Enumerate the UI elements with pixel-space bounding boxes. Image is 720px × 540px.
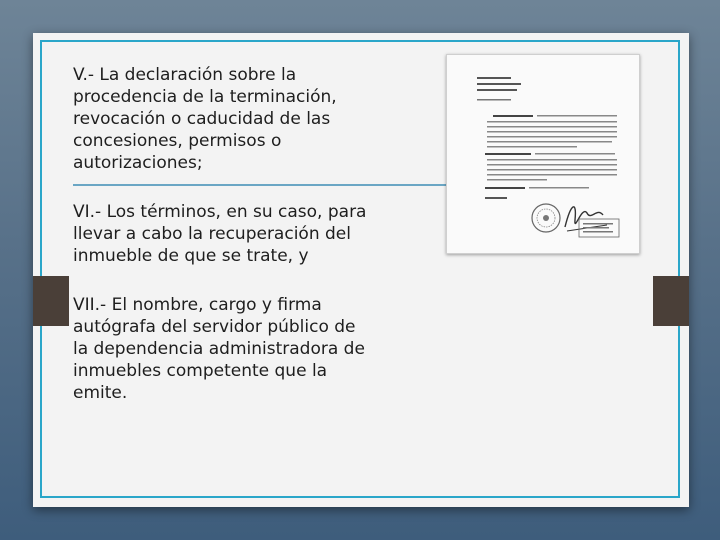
left-side-tab bbox=[33, 276, 69, 326]
paragraph-v: V.- La declaración sobre la procedencia de la terminación, revocación o caducidad de las concesiones, permisos o autorizaciones; bbox=[73, 65, 337, 173]
document-text-lines bbox=[447, 55, 639, 253]
paragraph-vii: VII.- El nombre, cargo y firma autógrafa del servidor público de la dependencia administradora de inmuebles competente que la emite. bbox=[73, 295, 365, 403]
divider-line bbox=[73, 184, 458, 186]
body-text bbox=[73, 64, 373, 431]
scanned-document-image bbox=[446, 54, 640, 254]
paragraph-vi: VI.- Los términos, en su caso, para llevar a cabo la recuperación del inmueble de que se trate, y bbox=[73, 202, 367, 266]
right-side-tab bbox=[653, 276, 689, 326]
